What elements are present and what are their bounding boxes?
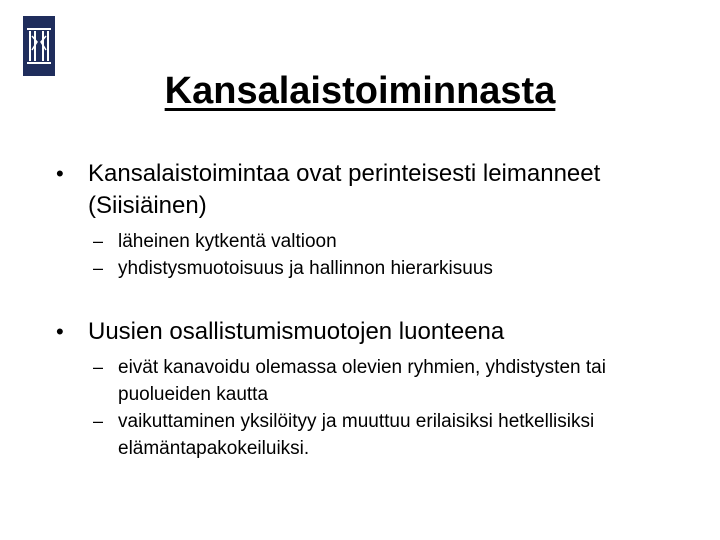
sub-item	[93, 354, 696, 408]
dash-marker: –	[93, 231, 104, 251]
slide-content	[56, 158, 696, 462]
institution-logo-icon	[23, 16, 55, 76]
bullet-item	[56, 158, 696, 222]
bullet-group-2	[56, 316, 696, 462]
sub-item-text: yhdistysmuotoisuus ja hallinnon hierarkisuus	[118, 258, 493, 279]
sub-item-text: vaikuttaminen yksilöityy ja muuttuu erilaisiksi hetkellisiksi elämäntapakokeiluiksi.	[118, 411, 595, 459]
sub-item-text: läheinen kytkentä valtioon	[118, 231, 337, 252]
sub-list	[93, 354, 696, 462]
bullet-item	[56, 316, 696, 348]
sub-item	[93, 255, 696, 282]
bullet-group-1	[56, 158, 696, 282]
bullet-text: Kansalaistoimintaa ovat perinteisesti leimanneet (Siisiäinen)	[88, 160, 601, 219]
dash-marker: –	[93, 411, 104, 431]
sub-list	[93, 228, 696, 282]
slide-title: Kansalaistoiminnasta	[164, 70, 556, 112]
bullet-marker: •	[56, 161, 64, 186]
bullet-text: Uusien osallistumismuotojen luonteena	[88, 318, 505, 345]
sub-item-text: eivät kanavoidu olemassa olevien ryhmien, yhdistysten tai puolueiden kautta	[118, 357, 606, 405]
sub-item	[93, 408, 696, 462]
bullet-marker: •	[56, 319, 64, 344]
pillar-logo-icon	[23, 16, 55, 76]
dash-marker: –	[93, 357, 104, 377]
sub-item	[93, 228, 696, 255]
dash-marker: –	[93, 258, 104, 278]
